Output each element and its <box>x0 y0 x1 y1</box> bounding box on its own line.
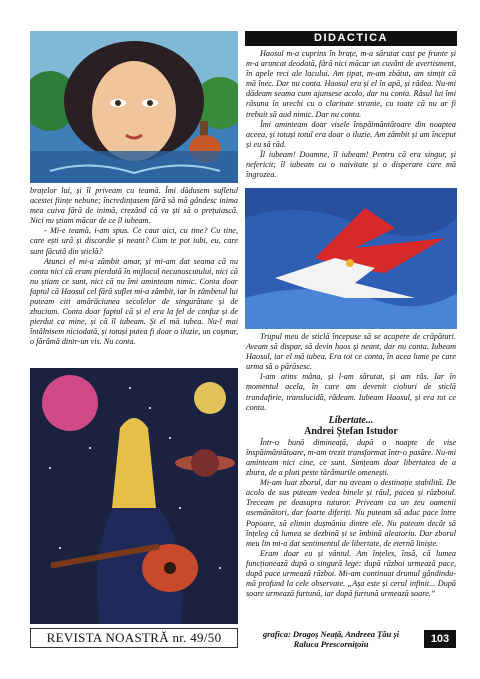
credit-line: Raluca Prescornițoiu <box>293 639 369 649</box>
paragraph: brațelor lui, și îl priveam cu teamă. Îmi dădusem sufletul acestei ființe nebune; încredințasem fără să mă gândesc inima mea cuiva fără de inimă, crezând că va ști să o prețuiască. Nici nu știam măcar de ce îl iubeam. <box>30 186 238 226</box>
section-title: DIDACTICA <box>314 32 388 44</box>
article-right-top <box>246 49 456 180</box>
paragraph: Atunci el mi-a zâmbit amar, și mi-am dat seama că nu conta nici că eram pierdută în mijlocul necunoscutului, nici că nu știam ce sunt, nici că nu îmi aminteam nimic. Conta doar faptul că Haosul cel fără suflet mi-a zâmbit, iar în zâmbetul lui puteam citi amărăciunea secolelor de singurătate și de zbucium. Conta doar faptul că și el era la fel de confuz și de pierdut ca mine, și că îl iubeam. Și el mă iubea. Nu-l mai întâlnisem niciodată, și totuși putea fi doar o iluzie, un coșmar, o fărâmă dintr-un vis. Nu conta. <box>30 256 238 347</box>
credit-line: grafica: Dragoș Neață, Andreea Țău și <box>262 629 400 639</box>
paragraph: Îl iubeam! Doamne, îl iubeam! Pentru că era singur, și nefericit; îl iubeam cu o naivitate și o disperare care mă îngrozea. <box>246 149 456 180</box>
paragraph: Eram doar eu și vântul. Am înțeles, însă, că lumea funcționează după o singură lege: după război urmează pace, după pace urmează război. Mi-am continuat drumul gândindu-mă profund la cele observate. „Așa este și cerul infinit... După soare urmează furtună, iar după furtună urmează soare.” <box>246 548 456 599</box>
paragraph: Trupul meu de sticlă începuse să se acopere de crăpături. Aveam să dispar, să devin haos și neant, dar nu conta. Iubeam Haosul, iar el mă iubea. Era tot ce conta, în acea lume pe care urma să o părăsesc. <box>246 332 456 372</box>
article-author: Andrei Ștefan Istudor <box>304 425 398 437</box>
paragraph: Haosul m-a cuprins în brațe, m-a sărutat cast pe frunte și m-a aruncat deodată, fără nici măcar un cuvânt de avertisment, în apele reci ale lacului. Am țipat, m-am zbătut, am simțit că mă înec. Dar nu conta. Haosul era și el în apă, și râdea. Nu-mi dădeam seama cum ajunsese acolo, dar nu conta. Râsul lui îmi răsuna în urechi cu o claritate stranie, cu toate că nu ar fi trebuit să aud nimic. Dar nu conta. <box>246 49 456 119</box>
section-banner <box>245 31 457 46</box>
article-left-middle <box>30 186 238 348</box>
painting-guitar-space <box>30 368 238 624</box>
page-number: 103 <box>424 630 456 648</box>
painting-face-lake <box>30 31 238 183</box>
paragraph: Într-o bună dimineață, după o noapte de vise înspăimântătoare, m-am trezit transformat într-o pasăre. Nu-mi aminteam nici cine, ce sunt. Simțeam doar libertatea de a zbura, de a pluti peste tărâmurile omenești. <box>246 437 456 478</box>
paragraph: - Mi-e teamă, i-am spus. Ce caut aici, cu tine? Cu tine, care ești urâ și discordie și neant? Cum te pot iubi, eu, care sunt făcută din sticlă? <box>30 226 238 256</box>
article-title: Libertate... <box>328 414 374 426</box>
article-right-bottom <box>246 332 456 599</box>
paragraph: Mi-am luat zborul, dar nu aveam o destinație stabilită. De acolo de sus puteam vedea binele și răul, pacea și războiul. Treceam pe deasupra tuturor. Priveam ca un zeu oamenii asemănători, dar foarte diferiți. Nu puteam să aduc pace între Popoare, să elimin dușmănia dintre ele. Nu puteam decât să înțeleg că lumea se dezbină și se îmbină aleatoriu. Dar zborul meu lin mi-a dat sentimentul de libertate, de eternă liniște. <box>246 478 456 548</box>
paragraph: I-am atins mâna, și l-am sărutat, și am râs. Iar în momentul acela, în care am devenit cioburi de sticlă trandafirie, translucidă, râdeam. Iubeam Haosul, și era tot ce conta. <box>246 372 456 412</box>
magazine-title: REVISTA NOASTRĂ nr. 49/50 <box>30 628 238 648</box>
graphics-credit <box>246 629 416 649</box>
painting-birds <box>245 188 457 329</box>
paragraph: Îmi aminteam doar visele înspăimântătoare din noaptea aceea, și totuși totul era doar o iluzie. Am zâmbit și am început și eu să râd. <box>246 119 456 149</box>
